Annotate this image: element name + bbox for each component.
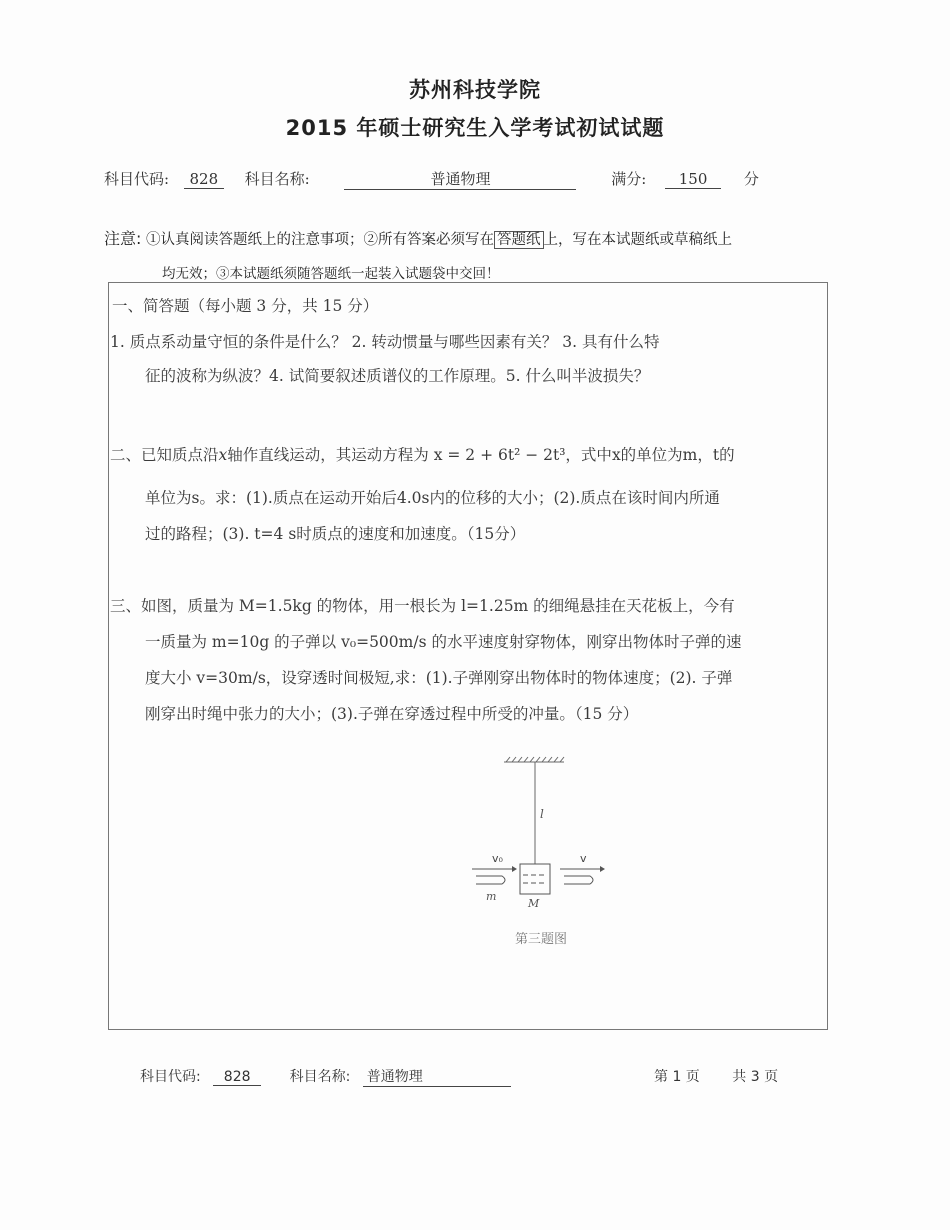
q2-text-c: x的单位为m，t的 — [611, 446, 735, 464]
block-M — [520, 864, 550, 894]
notice-line-1 — [104, 226, 732, 249]
institution-title: 苏州科技学院 — [409, 78, 541, 102]
q3-line-2: 一质量为 m=10g 的子弹以 v₀=500m/s 的水平速度射穿物体，刚穿出物体时子弹的速 — [145, 633, 742, 651]
m-label: m — [486, 890, 497, 903]
ceiling-hatch-icon — [504, 757, 564, 762]
q2-line-2: 单位为s。求：(1).质点在运动开始后4.0s内的位移的大小；(2).质点在该时间内所通 — [145, 489, 720, 507]
exam-title: 2015 年硕士研究生入学考试初试试题 — [285, 116, 665, 140]
code-value: 828 — [184, 170, 224, 189]
page-indicator — [654, 1066, 778, 1086]
name-label: 科目名称: — [244, 170, 310, 188]
score-value: 150 — [665, 170, 721, 189]
v-label: v — [580, 852, 587, 865]
footer-name-value: 普通物理 — [363, 1066, 511, 1087]
answer-sheet-boxed: 答题纸 — [494, 231, 544, 249]
q3-line-4: 刚穿出时绳中张力的大小；(3).子弹在穿透过程中所受的冲量。（15 分） — [145, 705, 639, 723]
name-value: 普通物理 — [344, 168, 576, 190]
incoming-velocity-arrow-icon — [472, 866, 517, 872]
q2-text-b: 轴作直线运动，其运动方程为 x = 2 + 6t² − 2t³，式中 — [227, 446, 612, 464]
q3-line-1: 三、如图，质量为 M=1.5kg 的物体，用一根长为 l=1.25m 的细绳悬挂在天花板上，今有 — [110, 597, 735, 615]
M-label: M — [528, 897, 540, 910]
score-unit: 分 — [743, 170, 759, 188]
q2-line-3: 过的路程；(3). t=4 s时质点的速度和加速度。（15分） — [145, 525, 526, 543]
figure-caption: 第三题图 — [515, 932, 568, 947]
q2-line-1 — [110, 443, 735, 465]
bullet-m-icon — [476, 876, 505, 884]
q1-line-1: 1. 质点系动量守恒的条件是什么？ 2. 转动惯量与哪些因素有关？ 3. 具有什么特 — [110, 333, 660, 351]
q3-line-3: 度大小 v=30m/s，设穿透时间极短,求：(1).子弹刚穿出物体时的物体速度；(2). 子弹 — [145, 669, 733, 687]
q1-heading: 一、简答题（每小题 3 分，共 15 分） — [112, 297, 379, 315]
pendulum-bullet-figure — [460, 750, 630, 920]
notice-label: 注意: — [104, 229, 142, 248]
q2-text-a: 二、已知质点沿 — [110, 446, 219, 464]
notice-text-b: 上，写在本试题纸或草稿纸上 — [543, 232, 733, 248]
notice-text-a: ①认真阅读答题纸上的注意事项；②所有答案必须写在 — [146, 232, 495, 248]
footer-code-label: 科目代码: — [140, 1069, 201, 1085]
footer-meta — [140, 1066, 511, 1087]
q1-line-2: 征的波称为纵波？4. 试简要叙述质谱仪的工作原理。5. 什么叫半波损失？ — [145, 367, 650, 385]
outgoing-velocity-arrow-icon — [560, 866, 605, 872]
score-label: 满分: — [611, 170, 647, 188]
subject-meta — [104, 168, 759, 190]
footer-code-value: 828 — [213, 1069, 261, 1086]
rope-length-label: l — [540, 807, 544, 821]
page-current: 第 1 页 — [654, 1069, 700, 1085]
bullet-exit-icon — [564, 876, 593, 884]
page-total: 共 3 页 — [732, 1069, 779, 1085]
q2-var-x: x — [218, 446, 228, 464]
v0-label: v₀ — [492, 852, 503, 865]
footer-name-label: 科目名称: — [289, 1069, 351, 1085]
notice-line-2: 均无效；③本试题纸须随答题纸一起装入试题袋中交回！ — [162, 266, 500, 282]
code-label: 科目代码: — [104, 170, 170, 188]
